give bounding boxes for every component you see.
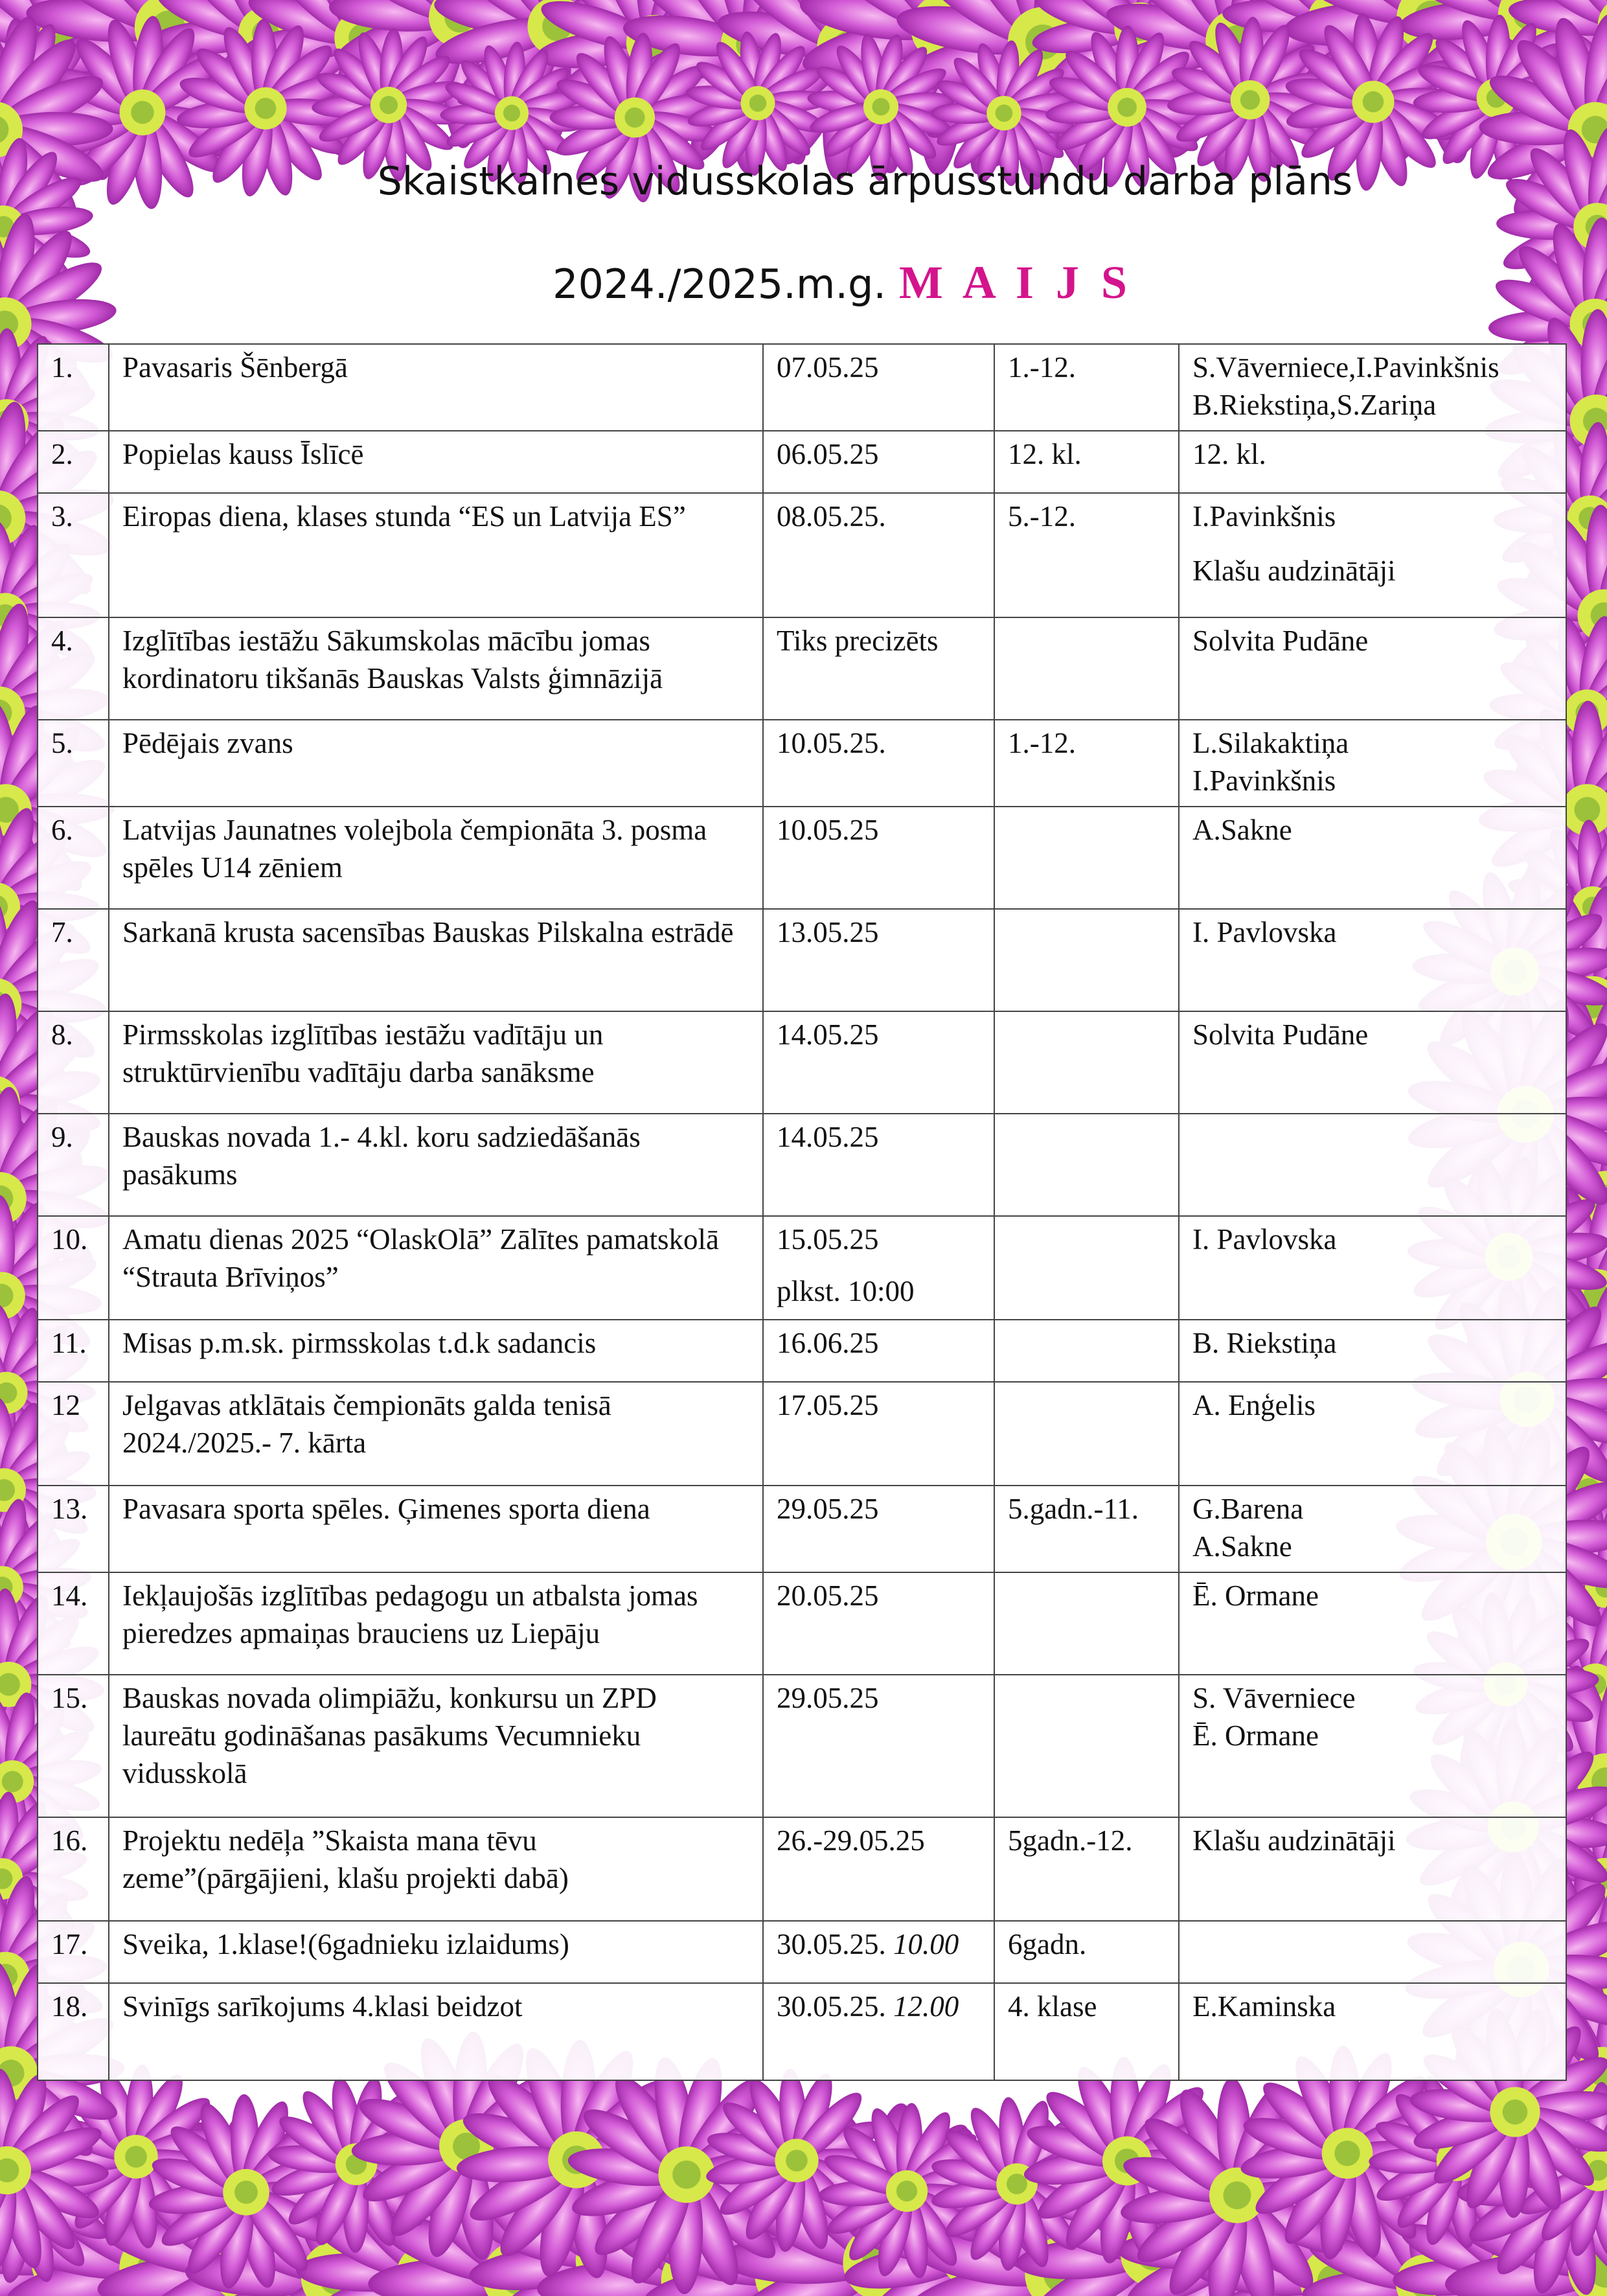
responsible-persons	[1179, 1572, 1566, 1675]
responsible-person: S. Vāverniece	[1192, 1682, 1356, 1714]
date-value: 14.05.25	[777, 1121, 879, 1153]
responsible-persons	[1179, 1114, 1566, 1216]
event-name: Sarkanā krusta sacensības Bauskas Pilskalna estrādē	[109, 909, 763, 1011]
table-row	[38, 807, 1566, 909]
event-date	[763, 344, 994, 431]
table-row	[38, 1572, 1566, 1675]
date-value: Tiks precizēts	[777, 625, 939, 657]
table-row	[38, 1011, 1566, 1114]
date-value: 07.05.25	[777, 351, 879, 384]
target-classes: 12. kl.	[994, 431, 1179, 493]
event-date	[763, 1983, 994, 2080]
target-classes	[994, 1216, 1179, 1320]
row-number: 18.	[38, 1983, 109, 2080]
responsible-person: Ē. Ormane	[1192, 1719, 1319, 1752]
date-value: 10.05.25	[777, 814, 879, 846]
row-number: 16.	[38, 1817, 109, 1921]
date-value: 29.05.25	[777, 1493, 879, 1525]
activity-plan-table	[37, 343, 1567, 2081]
responsible-persons	[1179, 1675, 1566, 1817]
row-number: 7.	[38, 909, 109, 1011]
table-row	[38, 720, 1566, 807]
event-name: Bauskas novada 1.- 4.kl. koru sadziedāšanās pasākums	[109, 1114, 763, 1216]
event-name: Pirmsskolas izglītības iestāžu vadītāju un struktūrvienību vadītāju darba sanāksme	[109, 1011, 763, 1114]
table-row	[38, 1983, 1566, 2080]
event-name: Pavasaris Šēnbergā	[109, 344, 763, 431]
responsible-persons	[1179, 1382, 1566, 1486]
date-value: 06.05.25	[777, 438, 879, 470]
event-date	[763, 909, 994, 1011]
event-date	[763, 617, 994, 720]
event-date	[763, 431, 994, 493]
event-name: Bauskas novada olimpiāžu, konkursu un ZPD laureātu godināšanas pasākums Vecumnieku vidusskolā	[109, 1675, 763, 1817]
event-date	[763, 1486, 994, 1572]
event-date	[763, 720, 994, 807]
row-number: 5.	[38, 720, 109, 807]
document-title: Skaistkalnes vidusskolas ārpusstundu darba plāns	[377, 159, 1353, 204]
responsible-persons	[1179, 617, 1566, 720]
event-date	[763, 1114, 994, 1216]
event-name: Pavasara sporta spēles. Ģimenes sporta diena	[109, 1486, 763, 1572]
responsible-person: S.Vāverniece,I.Pavinkšnis	[1192, 351, 1499, 384]
responsible-person: B. Riekstiņa	[1192, 1327, 1337, 1359]
target-classes: 5.gadn.-11.	[994, 1486, 1179, 1572]
date-value: 17.05.25	[777, 1389, 879, 1421]
table-row	[38, 617, 1566, 720]
target-classes	[994, 1382, 1179, 1486]
row-number: 15.	[38, 1675, 109, 1817]
row-number: 11.	[38, 1320, 109, 1382]
table-row	[38, 493, 1566, 617]
date-value: 26.-29.05.25	[777, 1824, 925, 1857]
event-name: Misas p.m.sk. pirmsskolas t.d.k sadancis	[109, 1320, 763, 1382]
event-name: Jelgavas atklātais čempionāts galda tenisā 2024./2025.- 7. kārta	[109, 1382, 763, 1486]
event-time: 10.00	[893, 1928, 959, 1960]
responsible-persons	[1179, 909, 1566, 1011]
responsible-person: E.Kaminska	[1192, 1990, 1336, 2023]
responsible-person: A. Enģelis	[1192, 1389, 1316, 1421]
table-row	[38, 1216, 1566, 1320]
date-value: 08.05.25.	[777, 500, 886, 533]
row-number: 13.	[38, 1486, 109, 1572]
target-classes	[994, 1320, 1179, 1382]
event-date	[763, 1382, 994, 1486]
date-value: 15.05.25	[777, 1223, 879, 1256]
event-name: Eiropas diena, klases stunda “ES un Latvija ES”	[109, 493, 763, 617]
event-name: Sveika, 1.klase!(6gadnieku izlaidums)	[109, 1921, 763, 1983]
responsible-person: I. Pavlovska	[1192, 1223, 1337, 1256]
row-number: 9.	[38, 1114, 109, 1216]
responsible-persons	[1179, 1921, 1566, 1983]
table-row	[38, 1921, 1566, 1983]
responsible-person: Klašu audzinātāji	[1192, 555, 1396, 587]
event-name: Popielas kauss Īslīcē	[109, 431, 763, 493]
responsible-person: Ē. Ormane	[1192, 1579, 1319, 1612]
date-value: 20.05.25	[777, 1579, 879, 1612]
row-number: 12	[38, 1382, 109, 1486]
date-value: 30.05.25.	[777, 1990, 886, 2023]
target-classes	[994, 1114, 1179, 1216]
responsible-persons	[1179, 431, 1566, 493]
event-name: Projektu nedēļa ”Skaista mana tēvu zeme”(pārgājieni, klašu projekti dabā)	[109, 1817, 763, 1921]
row-number: 4.	[38, 617, 109, 720]
responsible-person: I.Pavinkšnis	[1192, 764, 1336, 797]
responsible-person: Klašu audzinātāji	[1192, 1824, 1396, 1857]
event-date	[763, 807, 994, 909]
responsible-person: Solvita Pudāne	[1192, 1018, 1369, 1051]
target-classes	[994, 1572, 1179, 1675]
responsible-person: B.Riekstiņa,S.Zariņa	[1192, 389, 1437, 421]
table-row	[38, 1675, 1566, 1817]
event-name: Latvijas Jaunatnes volejbola čempionāta 3. posma spēles U14 zēniem	[109, 807, 763, 909]
row-number: 3.	[38, 493, 109, 617]
responsible-person: A.Sakne	[1192, 1530, 1292, 1563]
date-value: 29.05.25	[777, 1682, 879, 1714]
event-date	[763, 493, 994, 617]
responsible-person: I.Pavinkšnis	[1192, 500, 1336, 533]
date-value: 14.05.25	[777, 1018, 879, 1051]
table-row	[38, 431, 1566, 493]
event-date	[763, 1320, 994, 1382]
target-classes	[994, 617, 1179, 720]
responsible-persons	[1179, 807, 1566, 909]
row-number: 8.	[38, 1011, 109, 1114]
date-value: 10.05.25.	[777, 727, 886, 759]
responsible-persons	[1179, 720, 1566, 807]
responsible-persons	[1179, 1983, 1566, 2080]
row-number: 14.	[38, 1572, 109, 1675]
school-year-line	[0, 256, 1607, 310]
responsible-persons	[1179, 1817, 1566, 1921]
responsible-person: Solvita Pudāne	[1192, 625, 1369, 657]
target-classes: 1.-12.	[994, 720, 1179, 807]
row-number: 1.	[38, 344, 109, 431]
responsible-persons	[1179, 1486, 1566, 1572]
event-date	[763, 1675, 994, 1817]
event-date	[763, 1817, 994, 1921]
responsible-persons	[1179, 493, 1566, 617]
responsible-persons	[1179, 1011, 1566, 1114]
event-name: Izglītības iestāžu Sākumskolas mācību jomas kordinatoru tikšanās Bauskas Valsts ģimnāzijā	[109, 617, 763, 720]
row-number: 17.	[38, 1921, 109, 1983]
target-classes: 5.-12.	[994, 493, 1179, 617]
responsible-person: G.Barena	[1192, 1493, 1304, 1525]
school-year: 2024./2025.m.g.	[553, 260, 887, 308]
table-row	[38, 1817, 1566, 1921]
responsible-persons	[1179, 344, 1566, 431]
target-classes: 4. klase	[994, 1983, 1179, 2080]
table-row	[38, 1320, 1566, 1382]
event-name: Iekļaujošās izglītības pedagogu un atbalsta jomas pieredzes apmaiņas brauciens uz Liepāju	[109, 1572, 763, 1675]
responsible-person: L.Silakaktiņa	[1192, 727, 1349, 759]
event-name: Pēdējais zvans	[109, 720, 763, 807]
target-classes	[994, 909, 1179, 1011]
responsible-person: 12. kl.	[1192, 438, 1266, 470]
month-name: M A I J S	[898, 257, 1132, 308]
target-classes	[994, 1675, 1179, 1817]
table-row	[38, 1114, 1566, 1216]
table-row	[38, 1486, 1566, 1572]
event-date	[763, 1011, 994, 1114]
table-row	[38, 1382, 1566, 1486]
event-date	[763, 1572, 994, 1675]
event-date	[763, 1921, 994, 1983]
responsible-persons	[1179, 1216, 1566, 1320]
responsible-person: I. Pavlovska	[1192, 916, 1337, 948]
target-classes: 5gadn.-12.	[994, 1817, 1179, 1921]
table-row	[38, 909, 1566, 1011]
event-time: plkst. 10:00	[777, 1275, 915, 1307]
event-name: Amatu dienas 2025 “OlaskOlā” Zālītes pamatskolā “Strauta Brīviņos”	[109, 1216, 763, 1320]
date-value: 16.06.25	[777, 1327, 879, 1359]
row-number: 6.	[38, 807, 109, 909]
target-classes: 6gadn.	[994, 1921, 1179, 1983]
target-classes	[994, 807, 1179, 909]
target-classes: 1.-12.	[994, 344, 1179, 431]
event-date	[763, 1216, 994, 1320]
event-name: Svinīgs sarīkojums 4.klasi beidzot	[109, 1983, 763, 2080]
row-number: 10.	[38, 1216, 109, 1320]
date-value: 30.05.25.	[777, 1928, 886, 1960]
responsible-person: A.Sakne	[1192, 814, 1292, 846]
target-classes	[994, 1011, 1179, 1114]
date-value: 13.05.25	[777, 916, 879, 948]
responsible-persons	[1179, 1320, 1566, 1382]
table-row	[38, 344, 1566, 431]
event-time: 12.00	[893, 1990, 959, 2023]
row-number: 2.	[38, 431, 109, 493]
